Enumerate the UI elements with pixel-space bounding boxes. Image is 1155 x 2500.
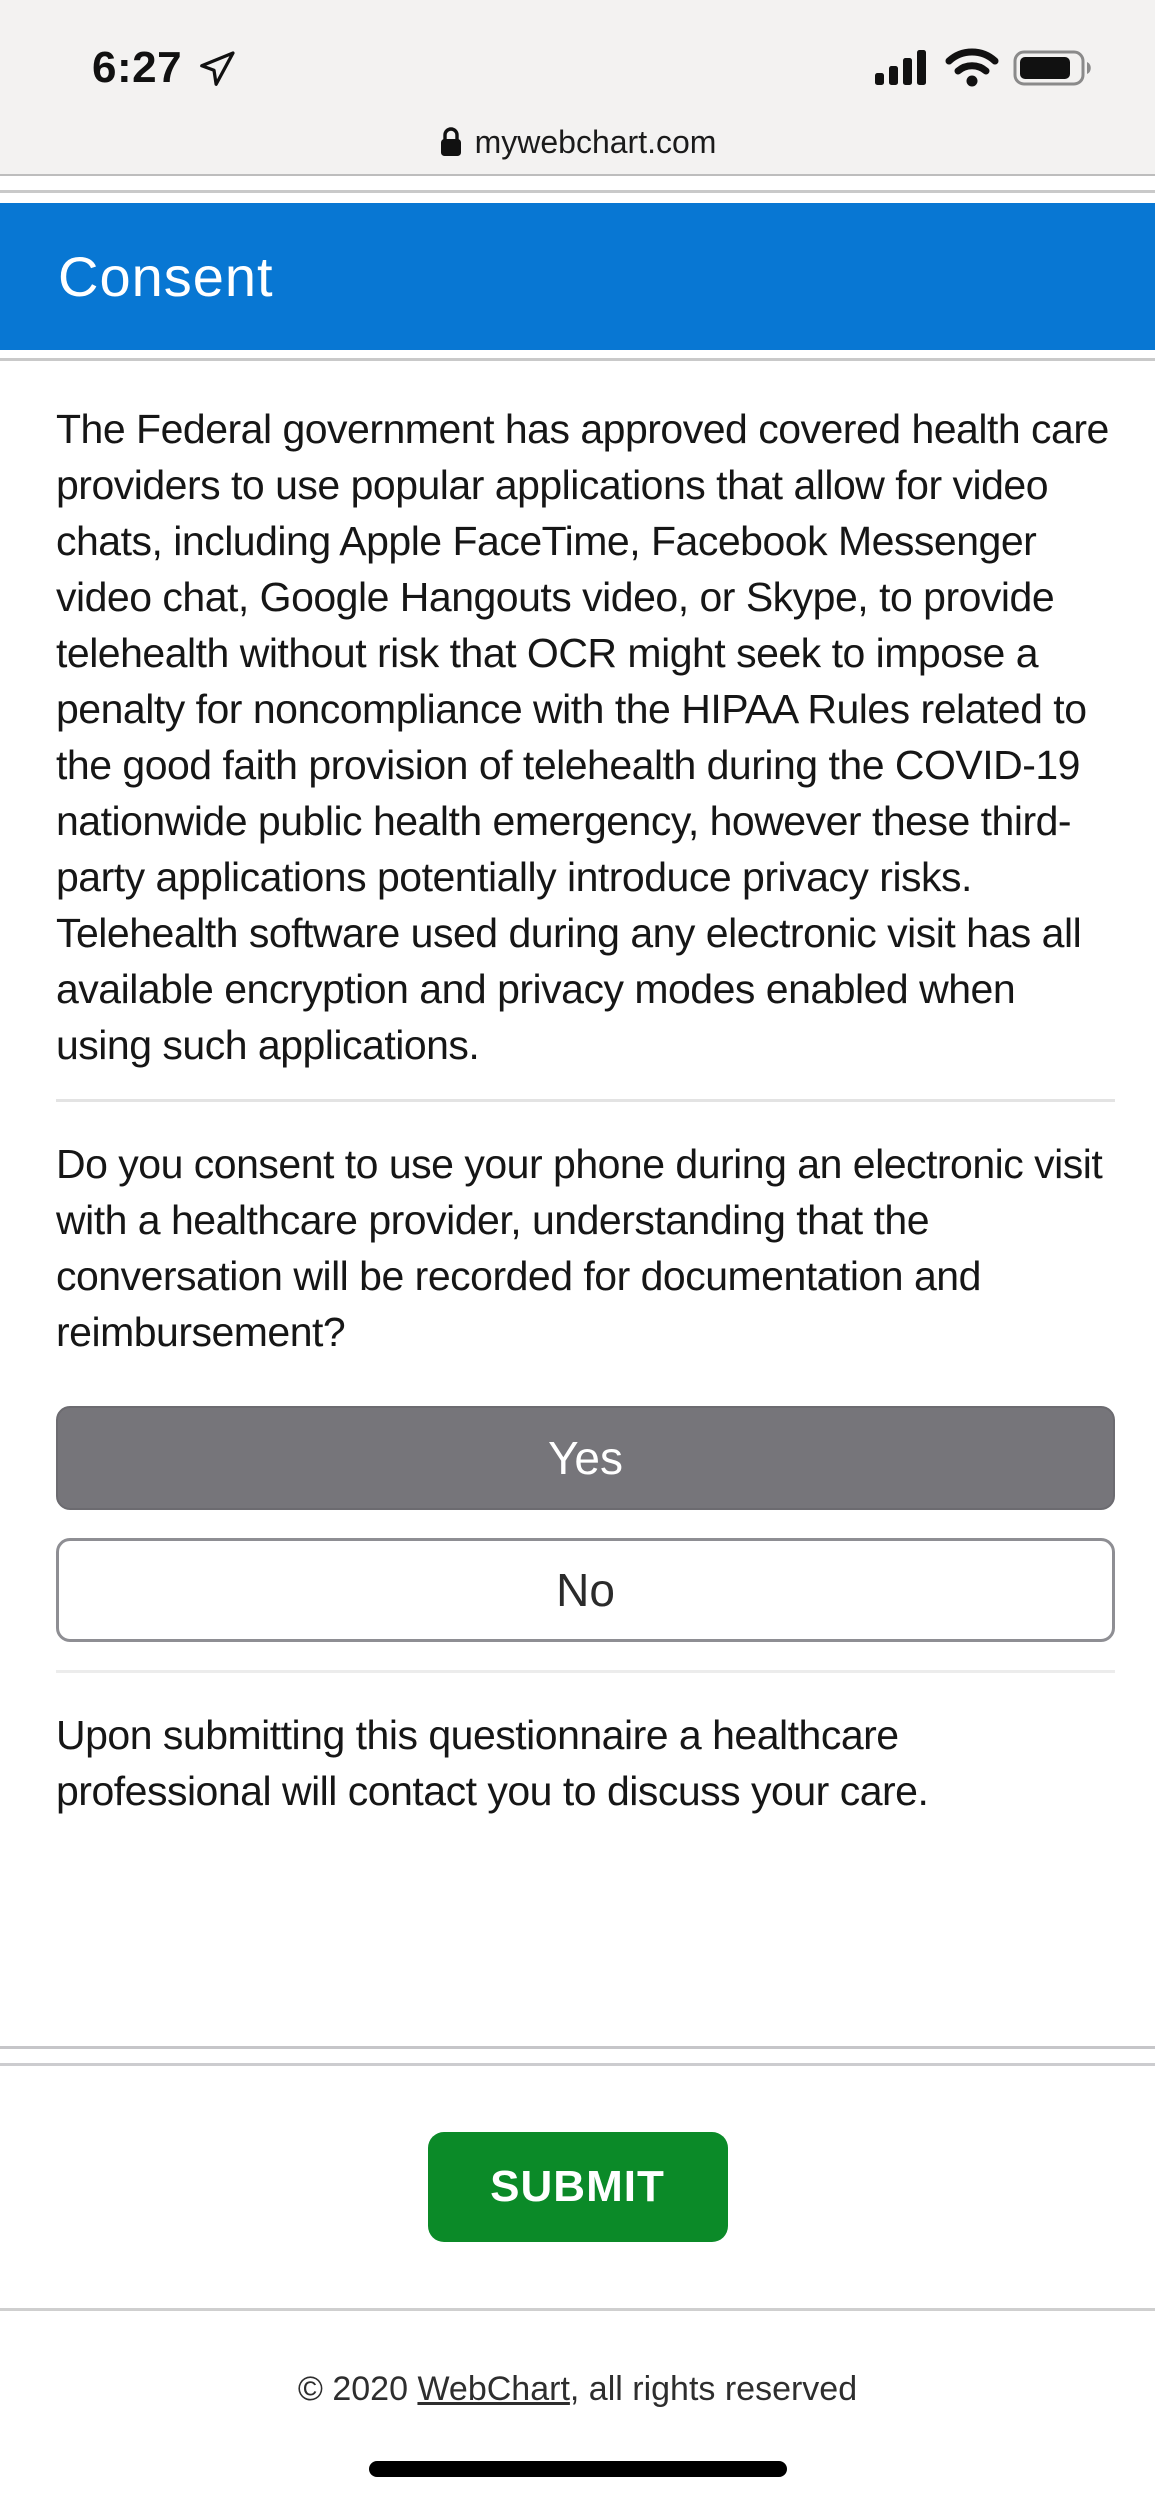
consent-paragraph: The Federal government has approved covered health care providers to use popular applications that allow for video chats, including Apple FaceTime, Facebook Messenger video chat, Google Hangouts video, or Skype, to provide telehealth without risk that OCR might seek to impose a penalty for noncompliance with the HIPAA Rules related to the good faith provision of telehealth during the COVID-19 nationwide public health emergency, however these third-party applications potentially introduce privacy risks. Telehealth software used during any electronic visit has all available encryption and privacy modes enabled when using such applications.	[56, 406, 1109, 1068]
location-arrow-icon	[198, 48, 238, 88]
note-text: Upon submitting this questionnaire a healthcare professional will contact you to discuss your care.	[56, 1712, 929, 1814]
wifi-icon	[945, 48, 999, 88]
home-indicator[interactable]	[369, 2461, 787, 2477]
yes-button[interactable]: Yes	[56, 1406, 1115, 1510]
consent-form	[0, 361, 1155, 1819]
status-icons	[873, 48, 1097, 88]
consent-header	[0, 203, 1155, 350]
footer-copyright	[0, 2370, 1155, 2409]
horizontal-rule	[0, 2063, 1155, 2066]
copyright-suffix: , all rights reserved	[569, 2370, 858, 2408]
url-bar[interactable]	[0, 110, 1155, 176]
clock-label: 6:27	[92, 43, 183, 92]
webchart-link[interactable]: WebChart	[417, 2370, 570, 2408]
no-button[interactable]: No	[56, 1538, 1115, 1642]
spacer	[0, 193, 1155, 203]
spacer	[0, 350, 1155, 358]
submit-row	[0, 2132, 1155, 2242]
consent-question: Do you consent to use your phone during an electronic visit with a healthcare provider, understanding that the conversation will be recorded for documentation and reimbursement?	[56, 1141, 1103, 1355]
lock-icon	[439, 126, 463, 158]
section-divider	[56, 1099, 1115, 1102]
status-bar	[0, 0, 1155, 110]
url-text: mywebchart.com	[474, 123, 717, 160]
footer-divider	[0, 2308, 1155, 2311]
home-indicator-row	[0, 2461, 1155, 2477]
status-left	[92, 43, 238, 93]
spacer	[0, 176, 1155, 190]
section-divider	[56, 1670, 1115, 1673]
page-title: Consent	[58, 245, 274, 308]
signal-icon	[873, 49, 931, 87]
horizontal-rule	[0, 2046, 1155, 2049]
battery-icon	[1013, 48, 1097, 88]
copyright-prefix: © 2020	[297, 2370, 418, 2408]
submit-button[interactable]: SUBMIT	[428, 2132, 728, 2242]
